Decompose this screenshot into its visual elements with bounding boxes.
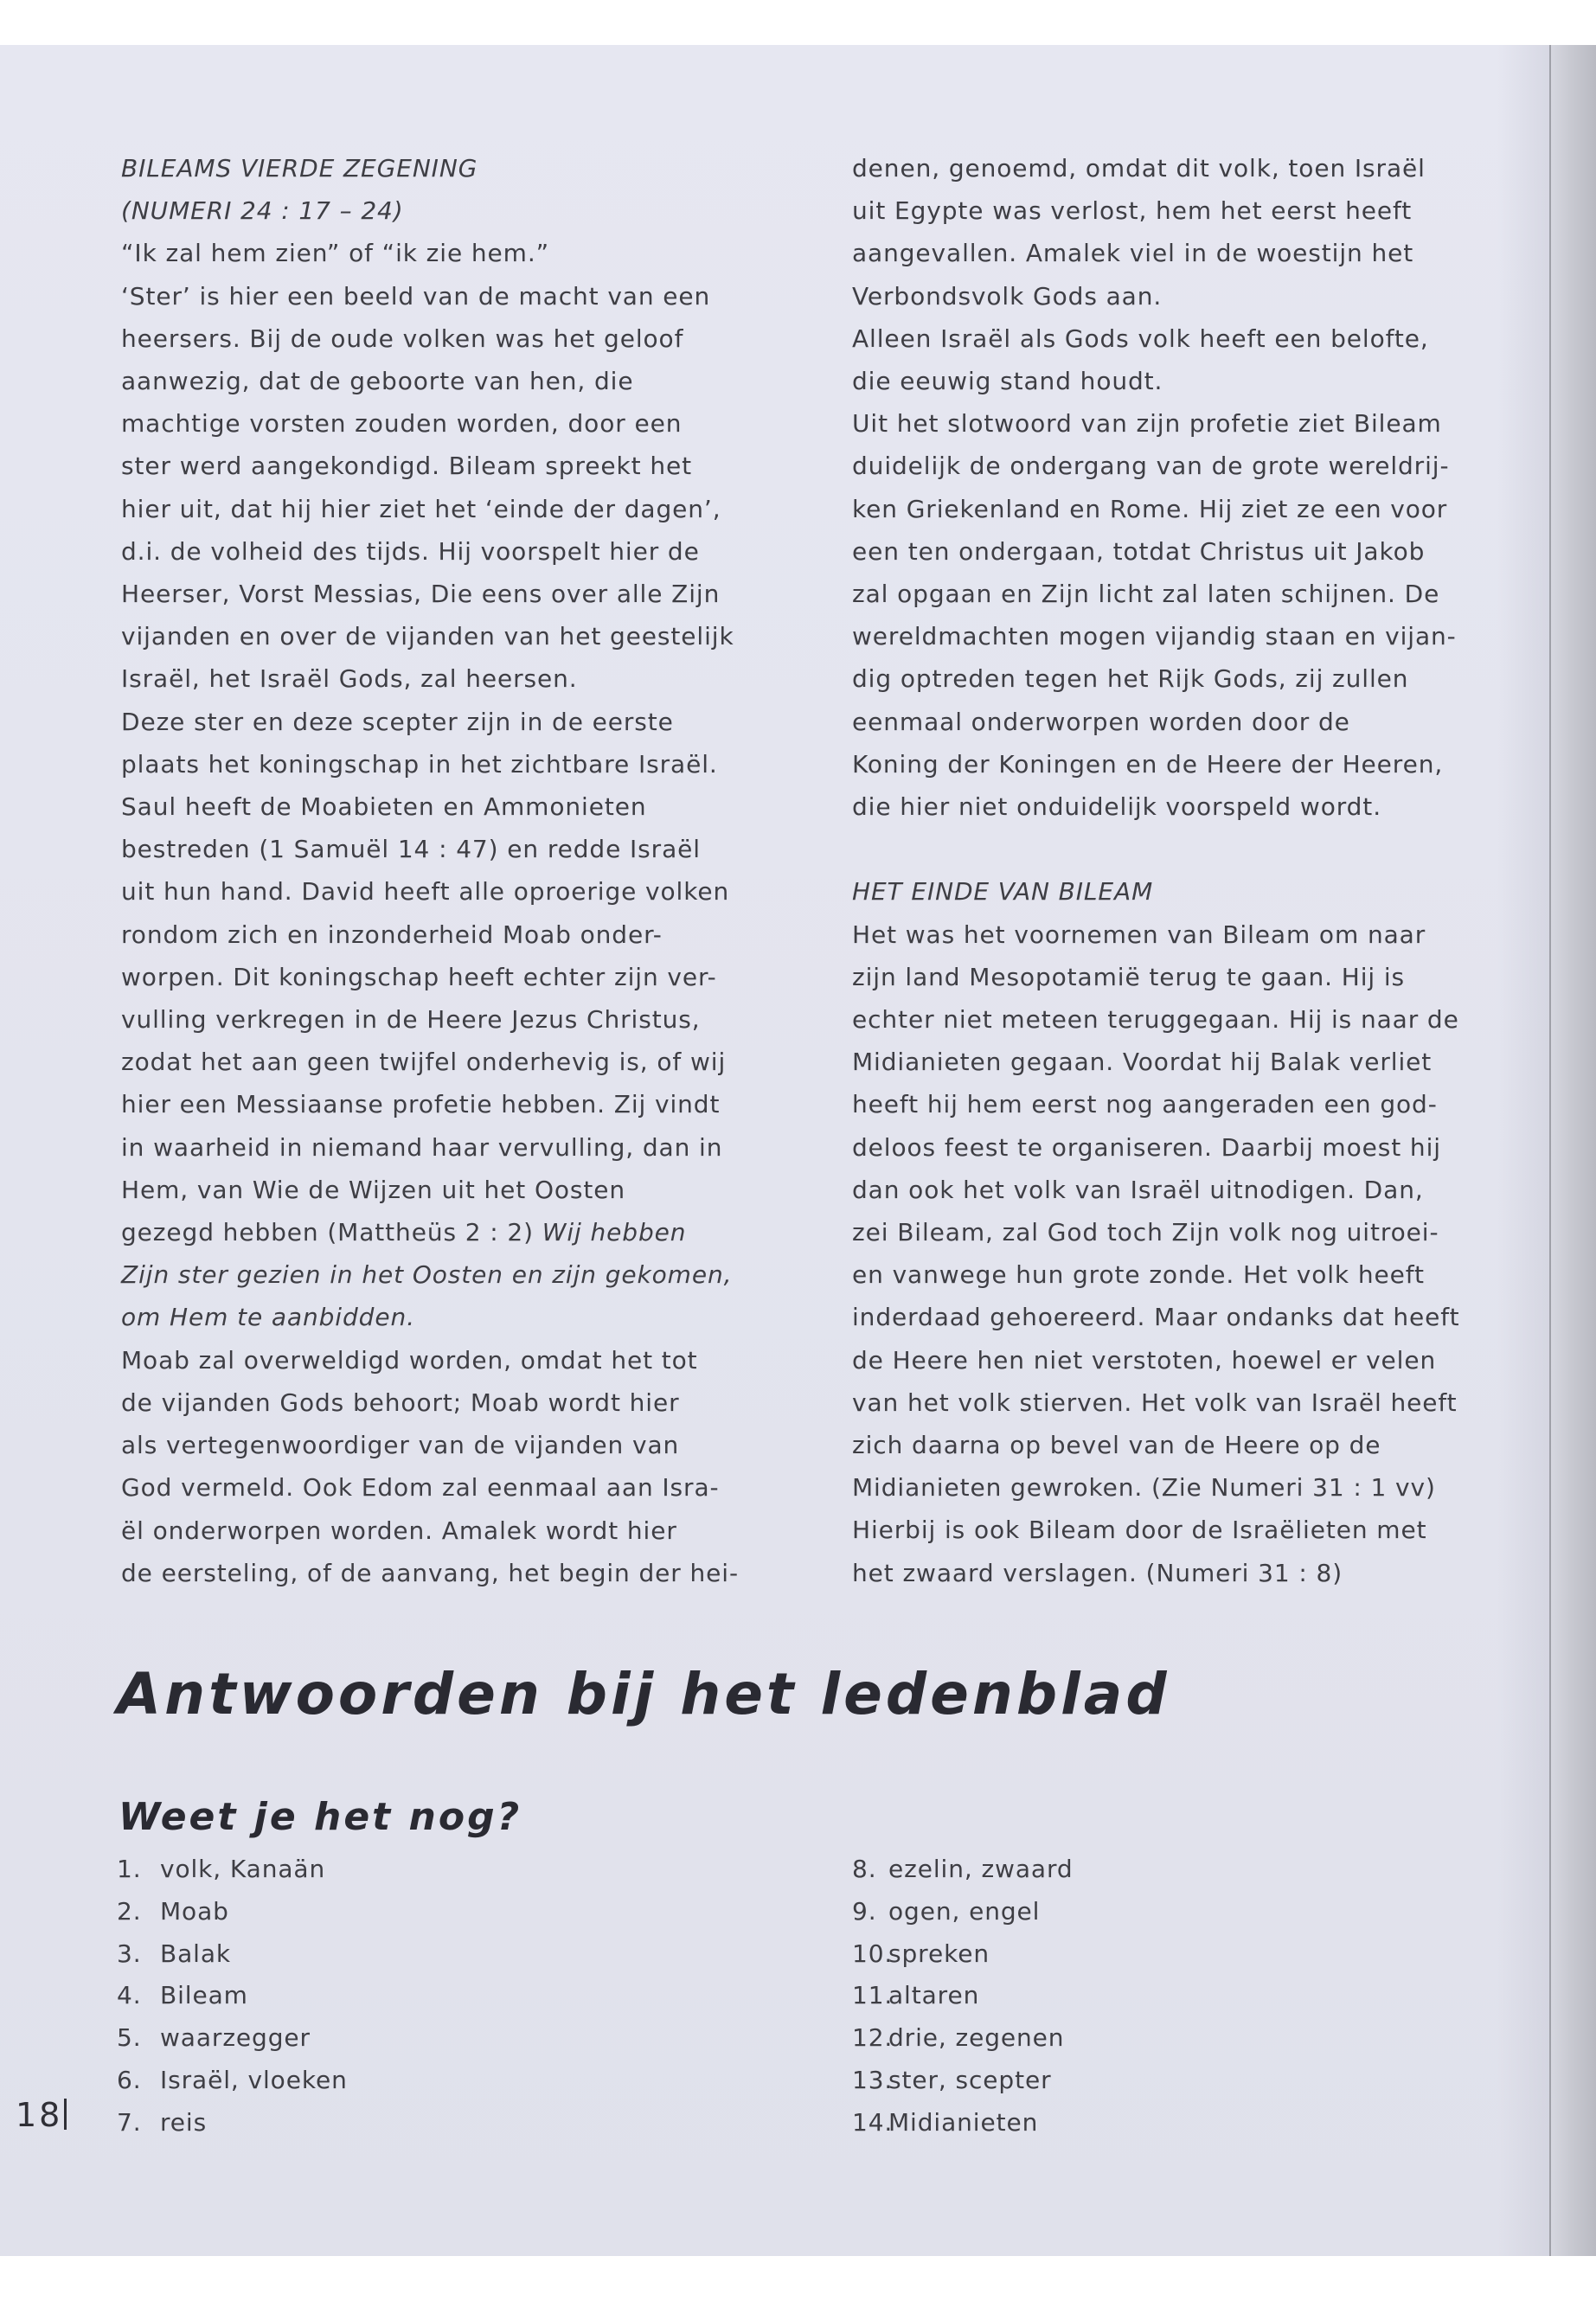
answer-text: spreken (888, 1939, 990, 1968)
section-heading: BILEAMS VIERDE ZEGENING (121, 154, 478, 183)
answer-item (117, 1891, 636, 1933)
answer-number: 1. (117, 1855, 142, 1883)
answers-list-left (117, 1849, 636, 2144)
body-line: Saul heeft de Moabieten en Ammonieten (121, 792, 647, 822)
answer-item (852, 2102, 1371, 2144)
answer-item (117, 1975, 636, 2017)
body-line: Verbondsvolk Gods aan. (852, 281, 1163, 311)
body-line: de Heere hen niet verstoten, hoewel er velen (852, 1345, 1437, 1375)
body-line: worpen. Dit koningschap heeft echter zijn ver- (121, 962, 717, 991)
answer-text: Moab (160, 1896, 229, 1926)
body-line: bestreden (1 Samuël 14 : 47) en redde Israël (121, 835, 701, 864)
page-shadow (1497, 45, 1549, 2256)
body-line: heersers. Bij de oude volken was het geloof (121, 324, 684, 353)
answer-item (852, 2017, 1371, 2060)
page-number: 18 (16, 2096, 67, 2134)
answer-number: 9. (852, 1896, 877, 1926)
body-line: Midianieten gewroken. (Zie Numeri 31 : 1 vv) (852, 1473, 1436, 1503)
body-line: zal opgaan en Zijn licht zal laten schijnen. De (852, 580, 1440, 609)
body-line: duidelijk de ondergang van de grote wereldrij- (852, 452, 1450, 481)
answer-text: Balak (160, 1939, 232, 1968)
answer-number: 14. (852, 2107, 894, 2137)
body-line: zijn land Mesopotamië terug te gaan. Hij is (852, 962, 1406, 991)
answer-item (852, 1891, 1371, 1933)
answer-number: 13. (852, 2065, 894, 2094)
body-line: plaats het koningschap in het zichtbare Israël. (121, 749, 718, 779)
answer-number: 4. (117, 1981, 142, 2010)
body-line: heeft hij hem eerst nog aangeraden een god- (852, 1090, 1438, 1119)
body-line: gezegd hebben (Mattheüs 2 : 2) Wij hebben (121, 1218, 687, 1247)
answer-number: 3. (117, 1939, 142, 1968)
answer-number: 6. (117, 2065, 142, 2094)
body-line: vijanden en over de vijanden van het geestelijk (121, 622, 734, 651)
answer-text: volk, Kanaän (160, 1855, 326, 1883)
body-line: inderdaad gehoereerd. Maar ondanks dat heeft (852, 1303, 1460, 1332)
answer-number: 11. (852, 1981, 894, 2010)
answer-text: reis (160, 2107, 208, 2137)
answer-item (117, 2017, 636, 2060)
body-line: ken Griekenland en Rome. Hij ziet ze een voor (852, 494, 1448, 523)
body-line: die eeuwig stand houdt. (852, 367, 1163, 396)
body-line: een ten ondergaan, totdat Christus uit Jakob (852, 536, 1426, 566)
body-line: die hier niet onduidelijk voorspeld wordt. (852, 792, 1381, 822)
body-line: vulling verkregen in de Heere Jezus Christus, (121, 1005, 701, 1035)
body-line: de vijanden Gods behoort; Moab wordt hier (121, 1388, 680, 1417)
body-line: echter niet meteen teruggegaan. Hij is naar de (852, 1005, 1459, 1035)
body-line: eenmaal onderworpen worden door de (852, 707, 1350, 736)
body-line: Moab zal overweldigd worden, omdat het tot (121, 1345, 698, 1375)
right-column (852, 147, 1492, 1594)
body-line: en vanwege hun grote zonde. Het volk heeft (852, 1260, 1425, 1290)
answer-number: 5. (117, 2023, 142, 2053)
body-line: Hem, van Wie de Wijzen uit het Oosten (121, 1175, 626, 1204)
body-line: de eersteling, of de aanvang, het begin der hei- (121, 1558, 739, 1587)
body-line: Israël, het Israël Gods, zal heersen. (121, 664, 578, 694)
body-line: dan ook het volk van Israël uitnodigen. Dan, (852, 1175, 1424, 1204)
answer-text: drie, zegenen (888, 2023, 1065, 2053)
answer-item (852, 1933, 1371, 1976)
body-line: denen, genoemd, omdat dit volk, toen Israël (852, 154, 1426, 183)
body-line: Uit het slotwoord van zijn profetie ziet Bileam (852, 409, 1442, 439)
answer-text: ezelin, zwaard (888, 1855, 1074, 1883)
body-line: zodat het aan geen twijfel onderhevig is, of wij (121, 1048, 727, 1077)
body-line: hier een Messiaanse profetie hebben. Zij vindt (121, 1090, 721, 1119)
left-column (121, 147, 761, 1594)
body-line: ster werd aangekondigd. Bileam spreekt het (121, 452, 692, 481)
body-line: Midianieten gegaan. Voordat hij Balak verliet (852, 1048, 1433, 1077)
left-body-continued (121, 1339, 761, 1594)
body-line: machtige vorsten zouden worden, door een (121, 409, 683, 439)
answer-item (117, 2102, 636, 2144)
body-line: het zwaard verslagen. (Numeri 31 : 8) (852, 1558, 1343, 1587)
answer-number: 12. (852, 2023, 894, 2053)
section-heading: HET EINDE VAN BILEAM (852, 877, 1154, 907)
paragraph-gap (852, 828, 1492, 870)
body-line: aanwezig, dat de geboorte van hen, die (121, 367, 634, 396)
body-line: God vermeld. Ook Edom zal eenmaal aan Isra- (121, 1473, 720, 1503)
body-line: ël onderworpen worden. Amalek wordt hier (121, 1516, 677, 1545)
body-line: Hierbij is ook Bileam door de Israëlieten met (852, 1516, 1427, 1545)
body-line: Deze ster en deze scepter zijn in de eerste (121, 707, 674, 736)
answer-text: Israël, vloeken (160, 2065, 348, 2094)
body-line: hier uit, dat hij hier ziet het ‘einde der dagen’, (121, 494, 721, 523)
folio-bar (64, 2099, 67, 2130)
answer-item (117, 1933, 636, 1976)
answer-text: ogen, engel (888, 1896, 1041, 1926)
answer-item (852, 1849, 1371, 1891)
answer-item (117, 2060, 636, 2102)
body-line: wereldmachten mogen vijandig staan en vijan- (852, 622, 1457, 651)
body-line: rondom zich en inzonderheid Moab onder- (121, 920, 663, 949)
body-line: Zijn ster gezien in het Oosten en zijn gekomen, (121, 1260, 733, 1290)
body-line: d.i. de volheid des tijds. Hij voorspelt hier de (121, 536, 700, 566)
right-body (852, 147, 1492, 828)
body-line: Koning der Koningen en de Heere der Heeren, (852, 749, 1444, 779)
body-line: om Hem te aanbidden. (121, 1303, 415, 1332)
answer-text: waarzegger (160, 2023, 311, 2053)
body-line: “Ik zal hem zien” of “ik zie hem.” (121, 239, 550, 268)
answer-item (852, 2060, 1371, 2102)
left-body (121, 232, 761, 1211)
answers-title: Antwoorden bij het ledenblad (117, 1661, 1170, 1727)
answers-subtitle: Weet je het nog? (119, 1795, 522, 1839)
body-line: als vertegenwoordiger van de vijanden van (121, 1431, 680, 1460)
body-line: in waarheid in niemand haar vervulling, dan in (121, 1132, 723, 1162)
body-line: Heerser, Vorst Messias, Die eens over alle Zijn (121, 580, 721, 609)
body-line: van het volk stierven. Het volk van Israël heeft (852, 1388, 1458, 1417)
answer-text: altaren (888, 1981, 980, 2010)
body-line: aangevallen. Amalek viel in de woestijn het (852, 239, 1414, 268)
body-line: zei Bileam, zal God toch Zijn volk nog uitroei- (852, 1218, 1439, 1247)
answer-number: 8. (852, 1855, 877, 1883)
answer-item (117, 1849, 636, 1891)
page-spine (1549, 45, 1596, 2256)
body-line: deloos feest te organiseren. Daarbij moest hij (852, 1132, 1441, 1162)
section-heading-reference: (NUMERI 24 : 17 – 24) (121, 196, 404, 226)
body-line: zich daarna op bevel van de Heere op de (852, 1431, 1381, 1460)
answer-text: Bileam (160, 1981, 248, 2010)
answer-item (852, 1975, 1371, 2017)
answer-text: Midianieten (888, 2107, 1039, 2137)
body-line: uit Egypte was verlost, hem het eerst heeft (852, 196, 1413, 226)
body-line: dig optreden tegen het Rijk Gods, zij zullen (852, 664, 1409, 694)
right-body-continued (852, 913, 1492, 1594)
italic-quote (121, 1253, 761, 1338)
answer-number: 7. (117, 2107, 142, 2137)
body-line: ‘Ster’ is hier een beeld van de macht van een (121, 281, 711, 311)
answer-number: 10. (852, 1939, 894, 1968)
body-line: Het was het voornemen van Bileam om naar (852, 920, 1426, 949)
answer-number: 2. (117, 1896, 142, 1926)
answer-text: ster, scepter (888, 2065, 1052, 2094)
body-line: uit hun hand. David heeft alle oproerige volken (121, 877, 730, 907)
answers-list-right (852, 1849, 1371, 2144)
body-line: Alleen Israël als Gods volk heeft een belofte, (852, 324, 1429, 353)
